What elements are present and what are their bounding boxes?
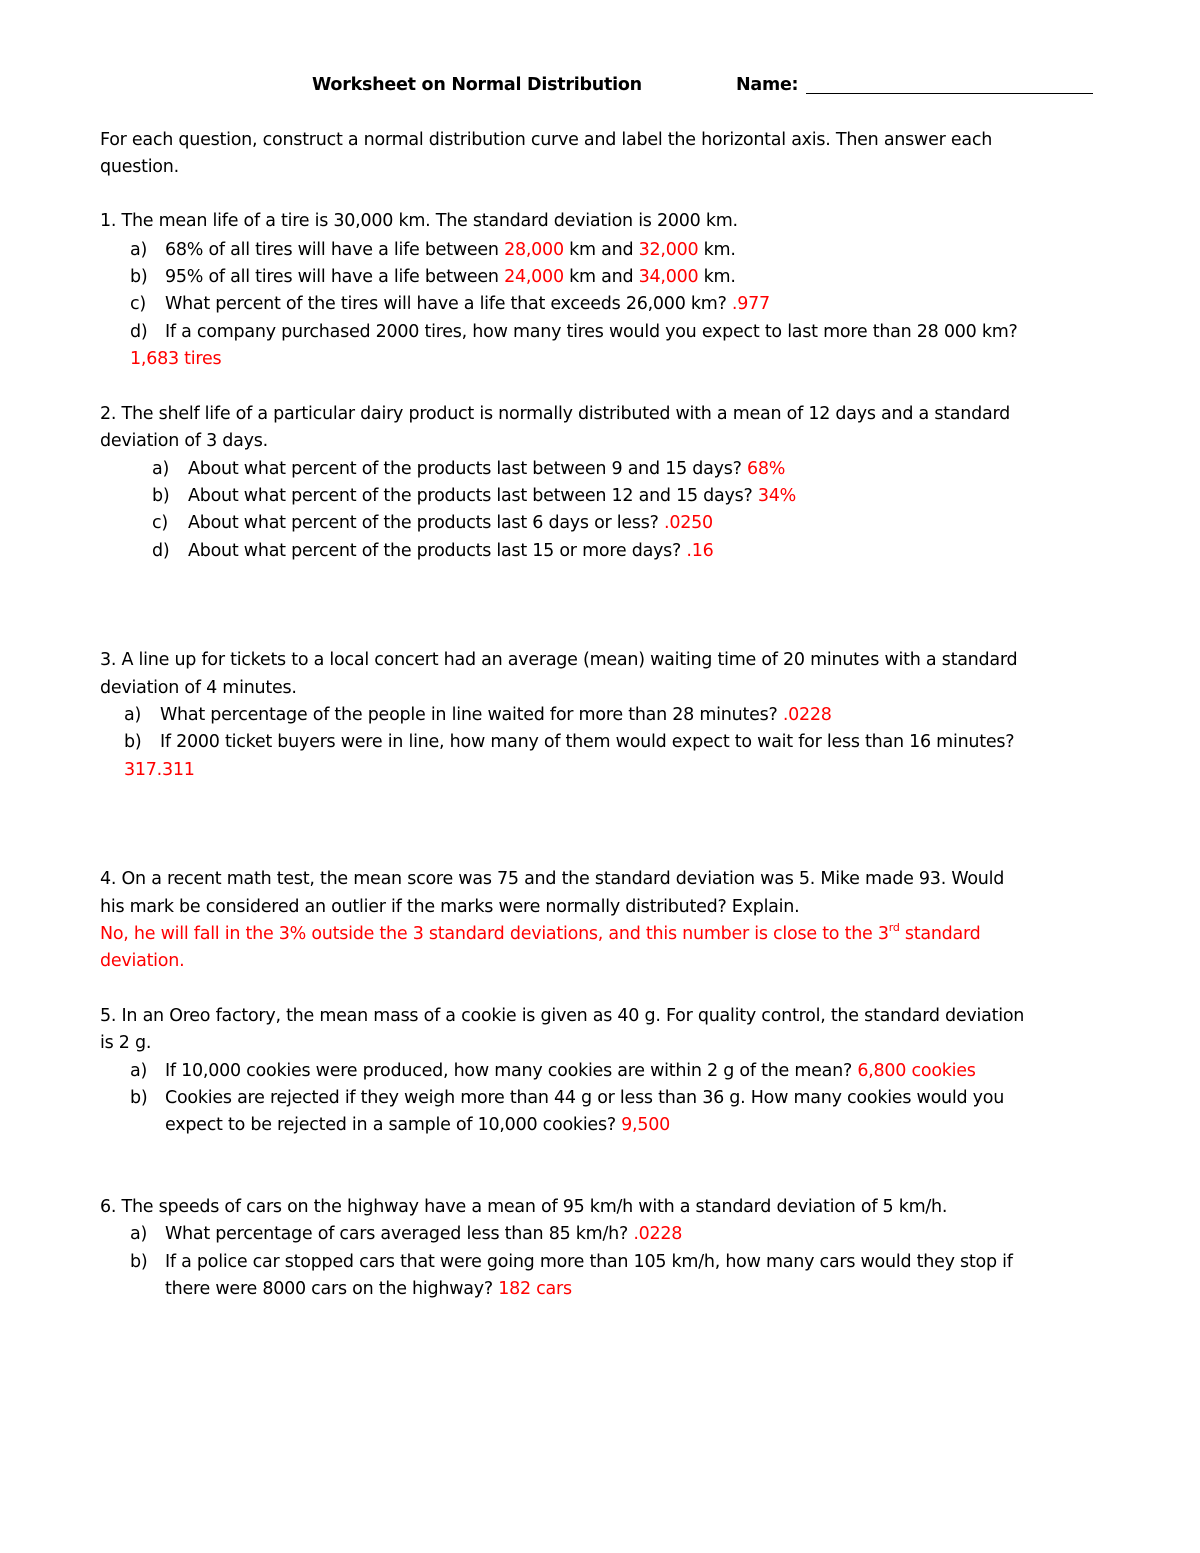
name-field-line[interactable]: [806, 93, 1093, 94]
q6b-text-1: If a police car stopped cars that were going more than 105 km/h, how many cars would they stop if: [165, 1252, 1013, 1272]
q3-stem-1: 3. A line up for tickets to a local concert had an average (mean) waiting time of 20 minutes with a standard: [100, 650, 1018, 670]
instructions-line-2: question.: [100, 157, 179, 177]
q2d-answer: .16: [686, 541, 714, 561]
q4-answer-line-2: deviation.: [100, 951, 185, 971]
q6a-answer: .0228: [633, 1224, 683, 1244]
q3b-label: b): [124, 732, 142, 752]
q1a-answer-1: 28,000: [504, 240, 564, 260]
q6b-label: b): [130, 1252, 148, 1272]
q3b-answer: 317.311: [124, 760, 195, 780]
q5a-text: If 10,000 cookies were produced, how many cookies are within 2 g of the mean? 6,800 cookies: [165, 1061, 976, 1081]
q4-stem-2: his mark be considered an outlier if the marks were normally distributed? Explain.: [100, 897, 800, 917]
q5-stem-1: 5. In an Oreo factory, the mean mass of a cookie is given as 40 g. For quality control, the standard deviation: [100, 1006, 1025, 1026]
q2-stem-2: deviation of 3 days.: [100, 431, 268, 451]
q1b-label: b): [130, 267, 148, 287]
q5b-label: b): [130, 1088, 148, 1108]
q2-stem-1: 2. The shelf life of a particular dairy product is normally distributed with a mean of 12 days and a standard: [100, 404, 1010, 424]
q5-stem-2: is 2 g.: [100, 1033, 152, 1053]
q2d-text: About what percent of the products last 15 or more days? .16: [188, 541, 714, 561]
q1d-label: d): [130, 322, 148, 342]
q2b-text: About what percent of the products last between 12 and 15 days? 34%: [188, 486, 796, 506]
q2c-answer: .0250: [664, 513, 713, 533]
q2b-answer: 34%: [757, 486, 796, 506]
q2a-text: About what percent of the products last between 9 and 15 days? 68%: [188, 459, 786, 479]
q3b-text: If 2000 ticket buyers were in line, how many of them would expect to wait for less than 16 minutes?: [160, 732, 1015, 752]
q4-answer-line-1: No, he will fall in the 3% outside the 3 standard deviations, and this number is close to the 3rd standard: [100, 921, 981, 944]
q1b-answer-2: 34,000: [638, 267, 699, 287]
q3-stem-2: deviation of 4 minutes.: [100, 678, 297, 698]
q5a-answer: 6,800 cookies: [857, 1061, 976, 1081]
q1b-text: 95% of all tires will have a life between 24,000 km and 34,000 km.: [165, 267, 736, 287]
q4-stem-1: 4. On a recent math test, the mean score was 75 and the standard deviation was 5. Mike made 93. Would: [100, 869, 1005, 889]
q1c-answer: .977: [731, 294, 770, 314]
q5b-text-1: Cookies are rejected if they weigh more than 44 g or less than 36 g. How many cookies would you: [165, 1088, 1005, 1108]
q2a-answer: 68%: [746, 459, 786, 479]
name-label: Name:: [736, 75, 799, 95]
q1a-text: 68% of all tires will have a life between 28,000 km and 32,000 km.: [165, 240, 736, 260]
q3a-text: What percentage of the people in line waited for more than 28 minutes? .0228: [160, 705, 832, 725]
q6a-label: a): [130, 1224, 148, 1244]
q1c-text: What percent of the tires will have a life that exceeds 26,000 km? .977: [165, 294, 770, 314]
q1a-label: a): [130, 240, 148, 260]
q2c-label: c): [152, 513, 168, 533]
q1b-answer-1: 24,000: [504, 267, 564, 287]
q6b-answer: 182 cars: [498, 1279, 572, 1299]
q1d-answer: 1,683 tires: [130, 349, 222, 369]
q1d-text: If a company purchased 2000 tires, how many tires would you expect to last more than 28 000 km?: [165, 322, 1018, 342]
page-title: Worksheet on Normal Distribution: [312, 75, 642, 95]
q6a-text: What percentage of cars averaged less than 85 km/h? .0228: [165, 1224, 683, 1244]
q1-stem: 1. The mean life of a tire is 30,000 km. The standard deviation is 2000 km.: [100, 211, 738, 231]
q3a-answer: .0228: [782, 705, 832, 725]
q5a-label: a): [130, 1061, 148, 1081]
q3a-label: a): [124, 705, 142, 725]
q1a-answer-2: 32,000: [638, 240, 699, 260]
q5b-answer: 9,500: [621, 1115, 671, 1135]
q2d-label: d): [152, 541, 170, 561]
q2a-label: a): [152, 459, 170, 479]
q1c-label: c): [130, 294, 146, 314]
q6b-text-2: there were 8000 cars on the highway? 182 cars: [165, 1279, 572, 1299]
q5b-text-2: expect to be rejected in a sample of 10,000 cookies? 9,500: [165, 1115, 671, 1135]
q2b-label: b): [152, 486, 170, 506]
instructions-line-1: For each question, construct a normal distribution curve and label the horizontal axis. Then answer each: [100, 130, 993, 150]
q6-stem: 6. The speeds of cars on the highway have a mean of 95 km/h with a standard deviation of 5 km/h.: [100, 1197, 948, 1217]
q2c-text: About what percent of the products last 6 days or less? .0250: [188, 513, 713, 533]
